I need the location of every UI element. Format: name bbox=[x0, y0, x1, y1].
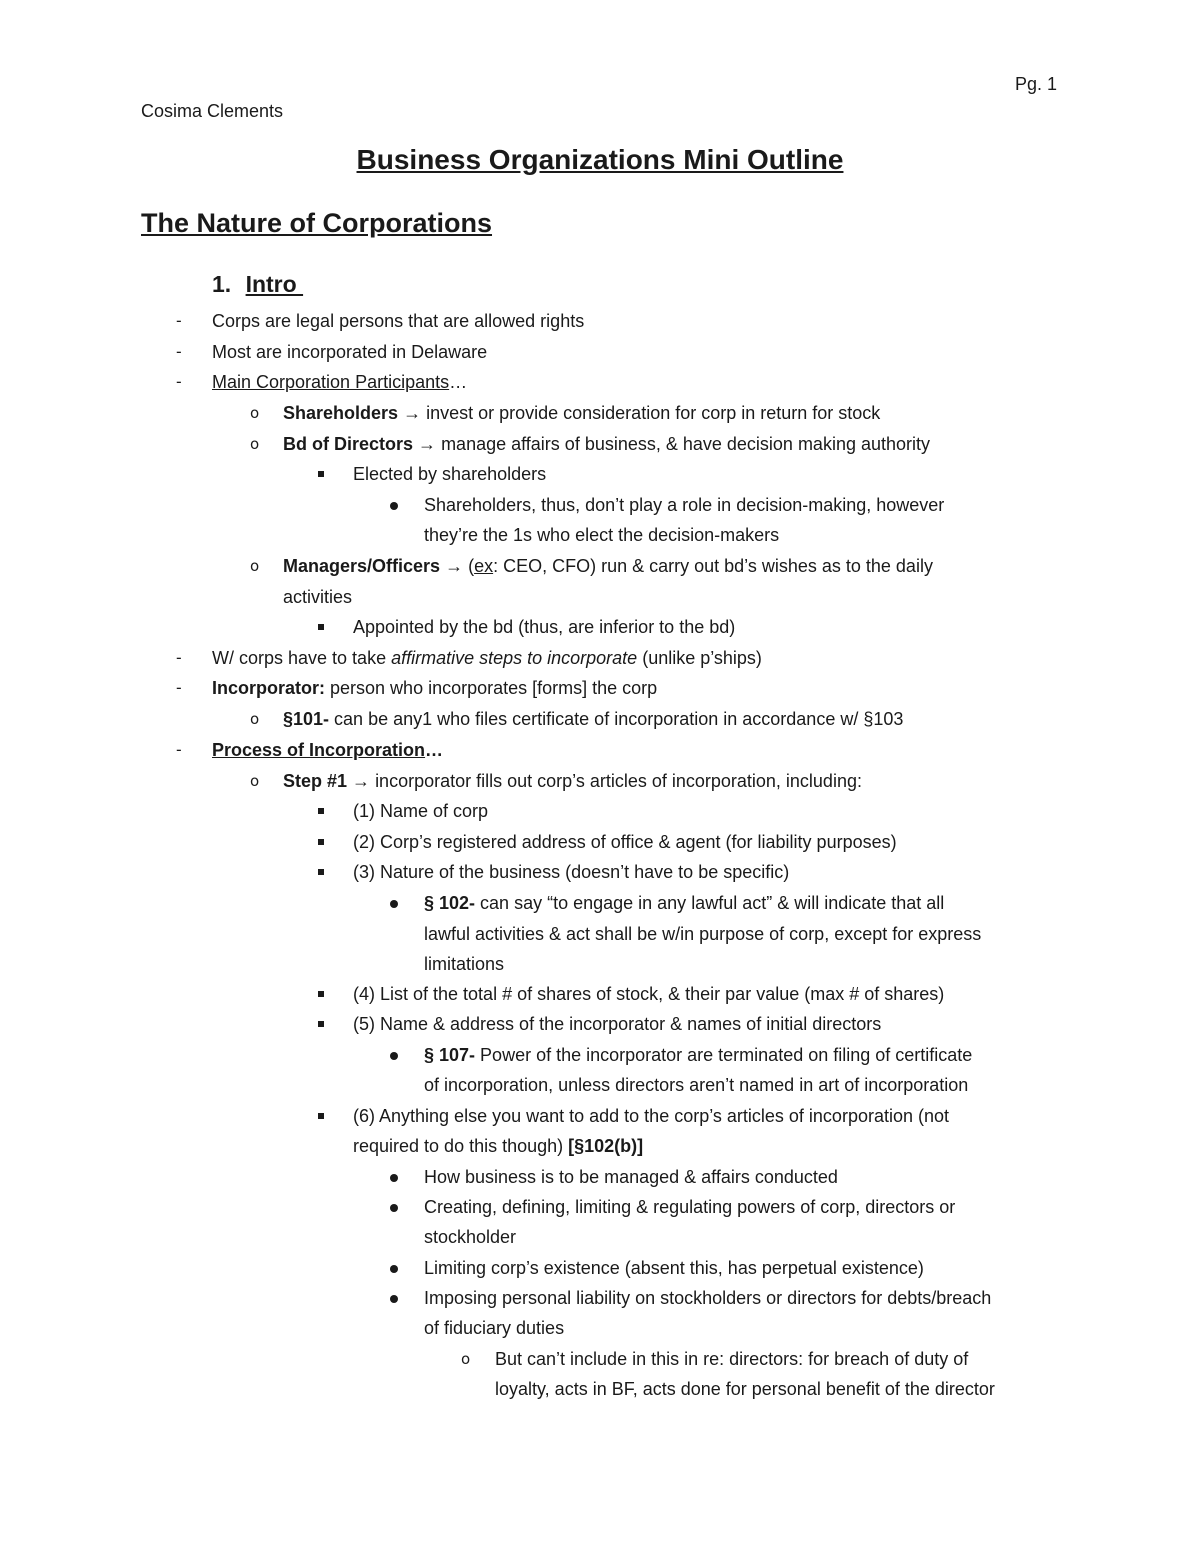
bold-term: § 107- bbox=[424, 1045, 476, 1065]
square-bullet bbox=[318, 869, 324, 875]
bold-term: Step #1 bbox=[283, 771, 348, 791]
bold-term: [§102(b)] bbox=[568, 1136, 644, 1156]
bold-term: § 102- bbox=[424, 893, 476, 913]
dash-bullet: - bbox=[176, 372, 182, 391]
dash-bullet: - bbox=[176, 678, 182, 697]
line-text: can say “to engage in any lawful act” & will indicate that all bbox=[475, 893, 945, 913]
ellipsis: … bbox=[425, 740, 444, 760]
outline-line: lawful activities & act shall be w/in purpose of corp, except for express bbox=[424, 924, 982, 944]
outline-line: (4) List of the total # of shares of stock, & their par value (max # of shares) bbox=[353, 984, 945, 1004]
line-text: required to do this though) bbox=[353, 1136, 569, 1156]
line-text: person who incorporates [forms] the corp bbox=[325, 678, 658, 698]
circle-bullet: o bbox=[250, 557, 260, 575]
outline-line bbox=[424, 1040, 972, 1070]
circle-bullet: o bbox=[250, 404, 260, 422]
outline-line bbox=[283, 551, 933, 581]
bold-term: Managers/Officers bbox=[283, 556, 441, 576]
outline-line: they’re the 1s who elect the decision-makers bbox=[424, 525, 780, 545]
dot-bullet bbox=[390, 900, 398, 908]
document-title bbox=[0, 144, 1200, 176]
outline-line: Shareholders, thus, don’t play a role in decision-making, however bbox=[424, 495, 945, 515]
line-text: can be any1 who files certificate of incorporation in accordance w/ §103 bbox=[329, 709, 904, 729]
outline-line: of incorporation, unless directors aren’t named in art of incorporation bbox=[424, 1075, 969, 1095]
outline-line: limitations bbox=[424, 954, 505, 974]
outline-line: (2) Corp’s registered address of office & agent (for liability purposes) bbox=[353, 832, 897, 852]
outline-line: (1) Name of corp bbox=[353, 801, 489, 821]
dot-bullet bbox=[390, 1295, 398, 1303]
outline-line bbox=[283, 398, 880, 428]
outline-line bbox=[283, 704, 903, 734]
subsection-number: 1. bbox=[212, 271, 232, 297]
outline-line bbox=[424, 888, 944, 918]
square-bullet bbox=[318, 991, 324, 997]
outline-line: stockholder bbox=[424, 1227, 517, 1247]
outline-line: Elected by shareholders bbox=[353, 464, 547, 484]
bold-term: Bd of Directors bbox=[283, 434, 414, 454]
outline-line bbox=[212, 367, 467, 397]
outline-line: Limiting corp’s existence (absent this, has perpetual existence) bbox=[424, 1258, 924, 1278]
arrow-icon: → bbox=[418, 434, 437, 454]
bold-term: Shareholders bbox=[283, 403, 399, 423]
dash-bullet: - bbox=[176, 311, 182, 330]
document-title-text: Business Organizations Mini Outline bbox=[356, 144, 844, 175]
line-text: W/ corps have to take bbox=[212, 648, 392, 668]
outline-line: Appointed by the bd (thus, are inferior to the bd) bbox=[353, 617, 736, 637]
dash-bullet: - bbox=[176, 342, 182, 361]
outline-line: Most are incorporated in Delaware bbox=[212, 342, 488, 362]
page-number: Pg. 1 bbox=[1015, 74, 1058, 94]
line-text: invest or provide consideration for corp in return for stock bbox=[426, 403, 881, 423]
dot-bullet bbox=[390, 502, 398, 510]
outline-line: of fiduciary duties bbox=[424, 1318, 565, 1338]
dot-bullet bbox=[390, 1174, 398, 1182]
outline-line bbox=[212, 643, 762, 673]
arrow-icon: → bbox=[445, 556, 464, 576]
outline-line: (3) Nature of the business (doesn’t have to be specific) bbox=[353, 862, 790, 882]
outline-line bbox=[353, 1131, 643, 1161]
section-heading: The Nature of Corporations bbox=[141, 208, 493, 238]
underlined-term: Main Corporation Participants bbox=[212, 372, 450, 392]
dot-bullet bbox=[390, 1265, 398, 1273]
outline-line: activities bbox=[283, 587, 353, 607]
dot-bullet bbox=[390, 1204, 398, 1212]
square-bullet bbox=[318, 1113, 324, 1119]
outline-line bbox=[212, 735, 443, 765]
circle-bullet: o bbox=[250, 435, 260, 453]
subsection-heading bbox=[212, 271, 303, 298]
italic-term: affirmative steps to incorporate bbox=[391, 648, 638, 668]
square-bullet bbox=[318, 839, 324, 845]
line-text: Power of the incorporator are terminated on filing of certificate bbox=[475, 1045, 973, 1065]
line-text: manage affairs of business, & have decision making authority bbox=[441, 434, 931, 454]
underlined-term: ex bbox=[474, 556, 494, 576]
circle-bullet: o bbox=[461, 1350, 471, 1368]
subsection-label: Intro bbox=[245, 271, 304, 297]
bold-term: Incorporator: bbox=[212, 678, 326, 698]
outline-line: Corps are legal persons that are allowed rights bbox=[212, 311, 585, 331]
outline-line: (5) Name & address of the incorporator & names of initial directors bbox=[353, 1014, 882, 1034]
outline-line: Imposing personal liability on stockholders or directors for debts/breach bbox=[424, 1288, 992, 1308]
outline-line: But can’t include in this in re: directors: for breach of duty of bbox=[495, 1349, 969, 1369]
dash-bullet: - bbox=[176, 648, 182, 667]
bold-term: §101- bbox=[283, 709, 330, 729]
square-bullet bbox=[318, 471, 324, 477]
outline-line bbox=[212, 673, 657, 703]
circle-bullet: o bbox=[250, 710, 260, 728]
bold-underlined-term: Process of Incorporation bbox=[212, 740, 426, 760]
square-bullet bbox=[318, 624, 324, 630]
line-text: : CEO, CFO) run & carry out bd’s wishes as to the daily bbox=[493, 556, 933, 576]
line-text: incorporator fills out corp’s articles of incorporation, including: bbox=[375, 771, 862, 791]
ellipsis: … bbox=[449, 372, 468, 392]
outline-line bbox=[283, 429, 930, 459]
line-text: (unlike p’ships) bbox=[637, 648, 762, 668]
author-name: Cosima Clements bbox=[141, 101, 284, 121]
outline-line: How business is to be managed & affairs conducted bbox=[424, 1167, 838, 1187]
square-bullet bbox=[318, 808, 324, 814]
paren: ( bbox=[468, 556, 475, 576]
square-bullet bbox=[318, 1021, 324, 1027]
dot-bullet bbox=[390, 1052, 398, 1060]
arrow-icon: → bbox=[352, 771, 371, 791]
arrow-icon: → bbox=[403, 403, 422, 423]
circle-bullet: o bbox=[250, 772, 260, 790]
outline-line: loyalty, acts in BF, acts done for personal benefit of the director bbox=[495, 1379, 995, 1399]
outline-line: Creating, defining, limiting & regulating powers of corp, directors or bbox=[424, 1197, 956, 1217]
dash-bullet: - bbox=[176, 740, 182, 759]
outline-line bbox=[283, 766, 862, 796]
outline-line: (6) Anything else you want to add to the corp’s articles of incorporation (not bbox=[353, 1106, 950, 1126]
